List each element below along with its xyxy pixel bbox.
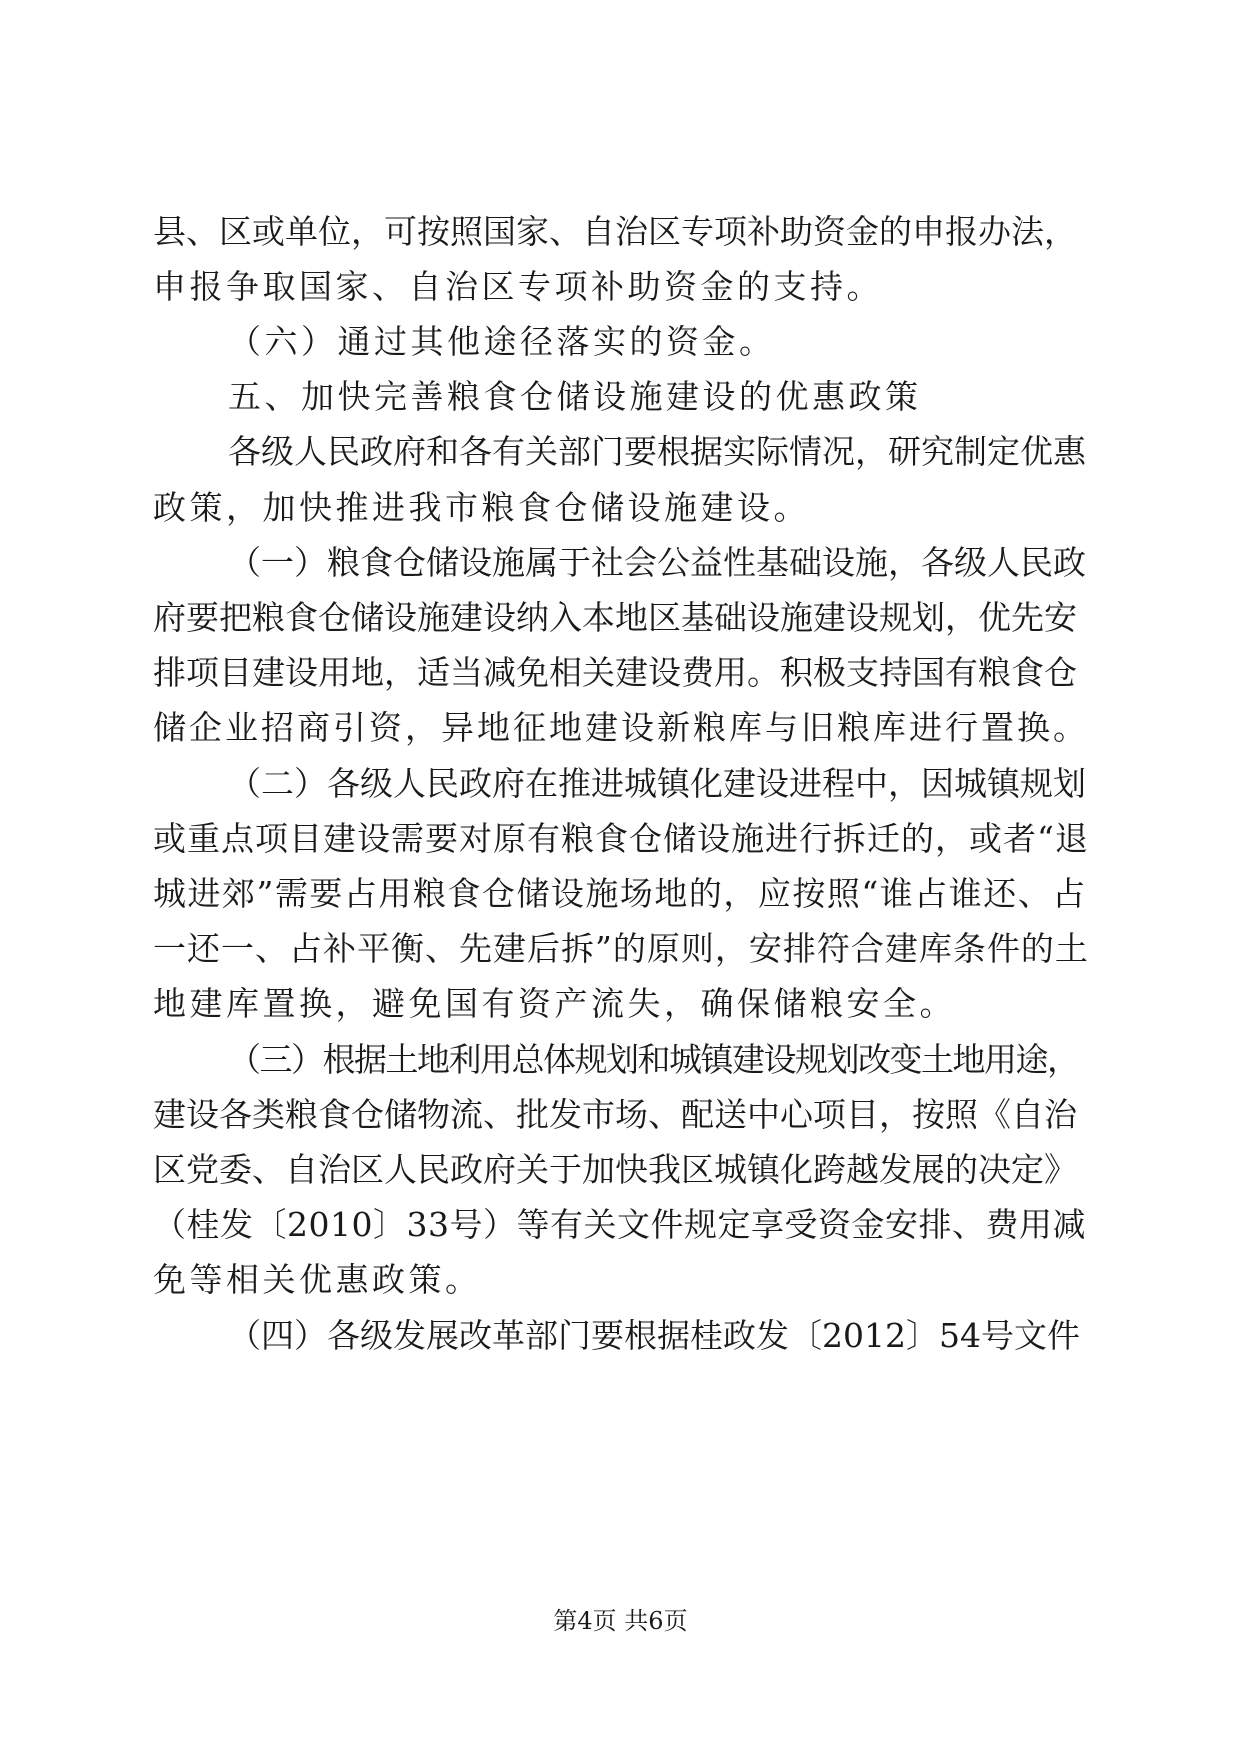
body-line-text: 排项目建设用地，适当减免相关建设费用。积极支持国有粮食仓: [153, 653, 1077, 692]
body-line-text: （三）根据土地利用总体规划和城镇建设规划改变土地用途，: [228, 1040, 1079, 1079]
section-heading: [0, 377, 1241, 417]
body-line-text: 储企业招商引资，异地征地建设新粮库与旧粮库进行置换。: [153, 708, 1089, 747]
body-line-text: 建设各类粮食仓储物流、批发市场、配送中心项目，按照《自治: [153, 1095, 1077, 1134]
body-line: [0, 598, 1241, 638]
body-line: [0, 322, 1241, 362]
body-line: [0, 1040, 1241, 1080]
body-line: [0, 984, 1241, 1024]
body-line: [0, 1150, 1241, 1190]
body-line-text: （六）通过其他途径落实的资金。: [228, 322, 776, 361]
body-line-text: （四）各级发展改革部门要根据桂政发〔2012〕54号文件: [228, 1316, 1080, 1355]
body-line-text: （二）各级人民政府在推进城镇化建设进程中，因城镇规划: [228, 764, 1086, 803]
body-line-text: 免等相关优惠政策。: [153, 1260, 482, 1299]
body-line-text: 县、区或单位，可按照国家、自治区专项补助资金的申报办法，: [153, 212, 1077, 251]
body-line-text: 政策，加快推进我市粮食仓储设施建设。: [153, 488, 810, 527]
body-line: [0, 708, 1241, 748]
body-line: [0, 1095, 1241, 1135]
body-line: [0, 929, 1241, 969]
body-line: [0, 543, 1241, 583]
body-line-text: 申报争取国家、自治区专项补助资金的支持。: [153, 267, 883, 306]
body-line: [0, 1260, 1241, 1300]
body-line: [0, 819, 1241, 859]
body-line: [0, 212, 1241, 252]
body-line-text: 城进郊”需要占用粮食仓储设施场地的，应按照“谁占谁还、占: [153, 874, 1087, 913]
body-line: [0, 267, 1241, 307]
body-line-text: 府要把粮食仓储设施建设纳入本地区基础设施建设规划，优先安: [153, 598, 1077, 637]
body-line-text: （桂发〔2010〕33号）等有关文件规定享受资金安排、费用减: [153, 1205, 1086, 1244]
body-line: [0, 653, 1241, 693]
section-heading-text: 五、加快完善粮食仓储设施建设的优惠政策: [228, 377, 922, 416]
body-line: [0, 1205, 1241, 1245]
page-number-footer: 第4页 共6页: [553, 1607, 688, 1635]
body-line: [0, 764, 1241, 804]
body-line: [0, 432, 1241, 472]
body-line-text: （一）粮食仓储设施属于社会公益性基础设施，各级人民政: [228, 543, 1086, 582]
body-line-text: 或重点项目建设需要对原有粮食仓储设施进行拆迁的，或者“退: [153, 819, 1089, 858]
body-line-text: 一还一、占补平衡、先建后拆”的原则，安排符合建库条件的土: [153, 929, 1089, 968]
body-line-text: 各级人民政府和各有关部门要根据实际情况，研究制定优惠: [228, 432, 1086, 471]
body-line: [0, 1316, 1241, 1356]
body-line-text: 区党委、自治区人民政府关于加快我区城镇化跨越发展的决定》: [153, 1150, 1077, 1189]
body-line: [0, 488, 1241, 528]
body-line-text: 地建库置换，避免国有资产流失，确保储粮安全。: [153, 984, 956, 1023]
body-line: [0, 874, 1241, 914]
